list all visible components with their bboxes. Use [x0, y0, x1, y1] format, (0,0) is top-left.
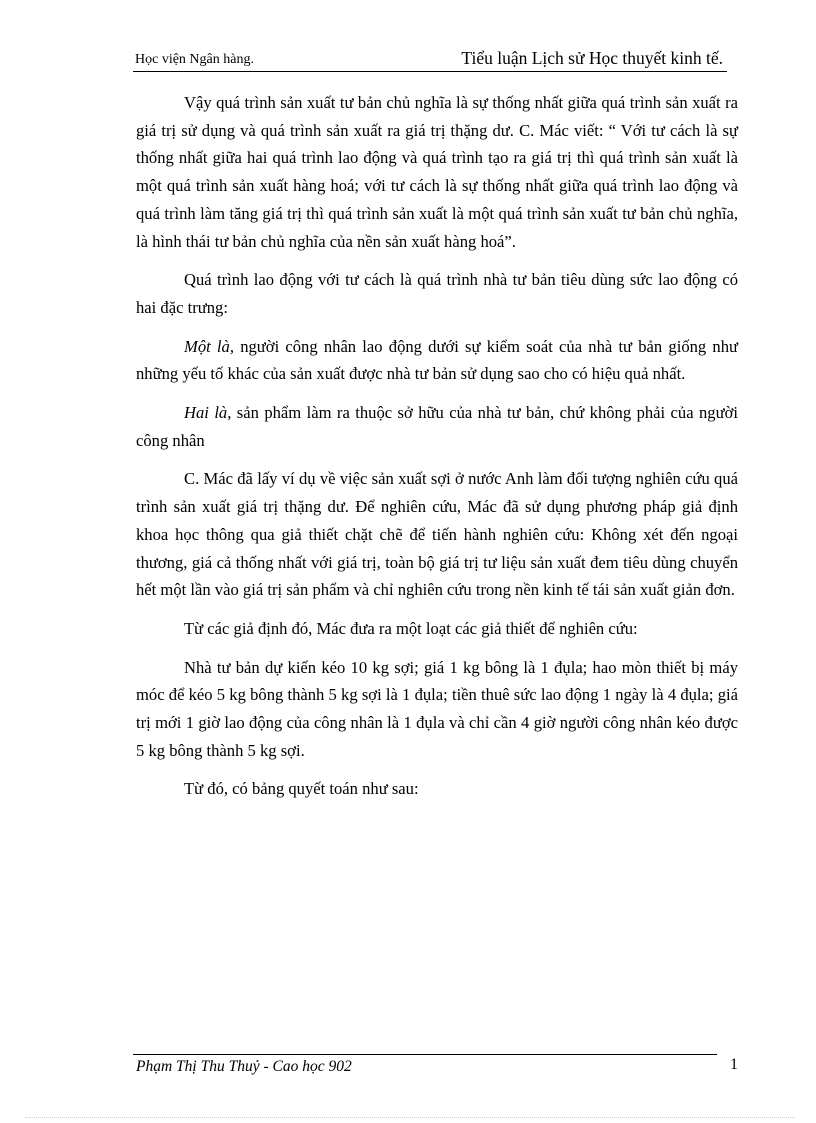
document-body	[136, 89, 738, 814]
page-number: 1	[730, 1056, 738, 1073]
page-header	[133, 46, 729, 72]
footer-rule	[133, 1054, 717, 1055]
paragraph-5	[136, 465, 738, 604]
paragraph-text: Từ các giả định đó, Mác đưa ra một loạt các giả thiết để nghiên cứu:	[184, 618, 638, 638]
paragraph-8	[136, 775, 738, 803]
header-rule	[133, 71, 727, 72]
paragraph-text: Từ đó, có bảng quyết toán như sau:	[184, 779, 419, 799]
paragraph-text: Nhà tư bản dự kiến kéo 10 kg sợi; giá 1 kg bông là 1 đụla; hao mòn thiết bị máy móc để kéo 5 kg bông thành 5 kg sợi là 1 đụla; tiền thuê sức lao động 1 ngày là 4 đụla; giá trị mới 1 giờ lao động của công nhân là 1 đụla và chỉ cần 4 giờ người công nhân kéo được 5 kg bông thành 5 kg sợi.	[136, 657, 738, 760]
header-document-title: Tiểu luận Lịch sử Học thuyết kinh tế.	[461, 48, 723, 68]
paragraph-text: sản phẩm làm ra thuộc sở hữu của nhà tư bản, chứ không phải của người công nhân	[136, 403, 738, 450]
paragraph-7	[136, 654, 738, 765]
paragraph-4	[136, 399, 738, 454]
footer-author: Phạm Thị Thu Thuỷ - Cao học 902	[136, 1058, 352, 1075]
paragraph-6	[136, 615, 738, 643]
paragraph-3	[136, 333, 738, 388]
paragraph-text: Quá trình lao động với tư cách là quá trình nhà tư bản tiêu dùng sức lao động có hai đặc trưng:	[136, 270, 738, 317]
paragraph-text: C. Mác đã lấy ví dụ về việc sản xuất sợi ở nước Anh làm đối tượng nghiên cứu quá trình sản xuất giá trị thặng dư. Để nghiên cứu, Mác đã sử dụng phương pháp giả định khoa học thông qua giả thiết chặt chẽ để tiến hành nghiên cứu: Không xét đến ngoại thương, giá cả thống nhất với giá trị, toàn bộ giá trị tư liệu sản xuất đem tiêu dùng chuyển hết một lần vào giá trị sản phẩm và chỉ nghiên cứu trong nền kinh tế tái sản xuất giản đơn.	[136, 469, 738, 600]
paragraph-lead: Một là,	[184, 336, 234, 356]
header-institution: Học viện Ngân hàng.	[135, 52, 254, 67]
page-bottom-divider	[25, 1117, 795, 1118]
paragraph-2	[136, 266, 738, 321]
paragraph-text: người công nhân lao động dưới sự kiểm soát của nhà tư bản giống như những yếu tố khác của sản xuất được nhà tư bản sử dụng sao cho có hiệu quả nhất.	[136, 336, 739, 384]
paragraph-1	[136, 89, 738, 255]
paragraph-lead: Hai là,	[184, 403, 232, 423]
paragraph-text: Vậy quá trình sản xuất tư bản chủ nghĩa là sự thống nhất giữa quá trình sản xuất ra giá trị sử dụng và quá trình sản xuất ra giá trị thặng dư. C. Mác viết: “ Với tư cách là sự thống nhất giữa hai quá trình lao động và quá trình tạo ra giá trị thì quá trình sản xuất là một quá trình sản xuất hàng hoá; với tư cách là sự thống nhất giữa quá trình lao động và quá trình làm tăng giá trị thì quá trình sản xuất là một quá trình sản xuất tư bản chủ nghĩa, là hình thái tư bản chủ nghĩa của nền sản xuất hàng hoá”.	[136, 93, 738, 251]
